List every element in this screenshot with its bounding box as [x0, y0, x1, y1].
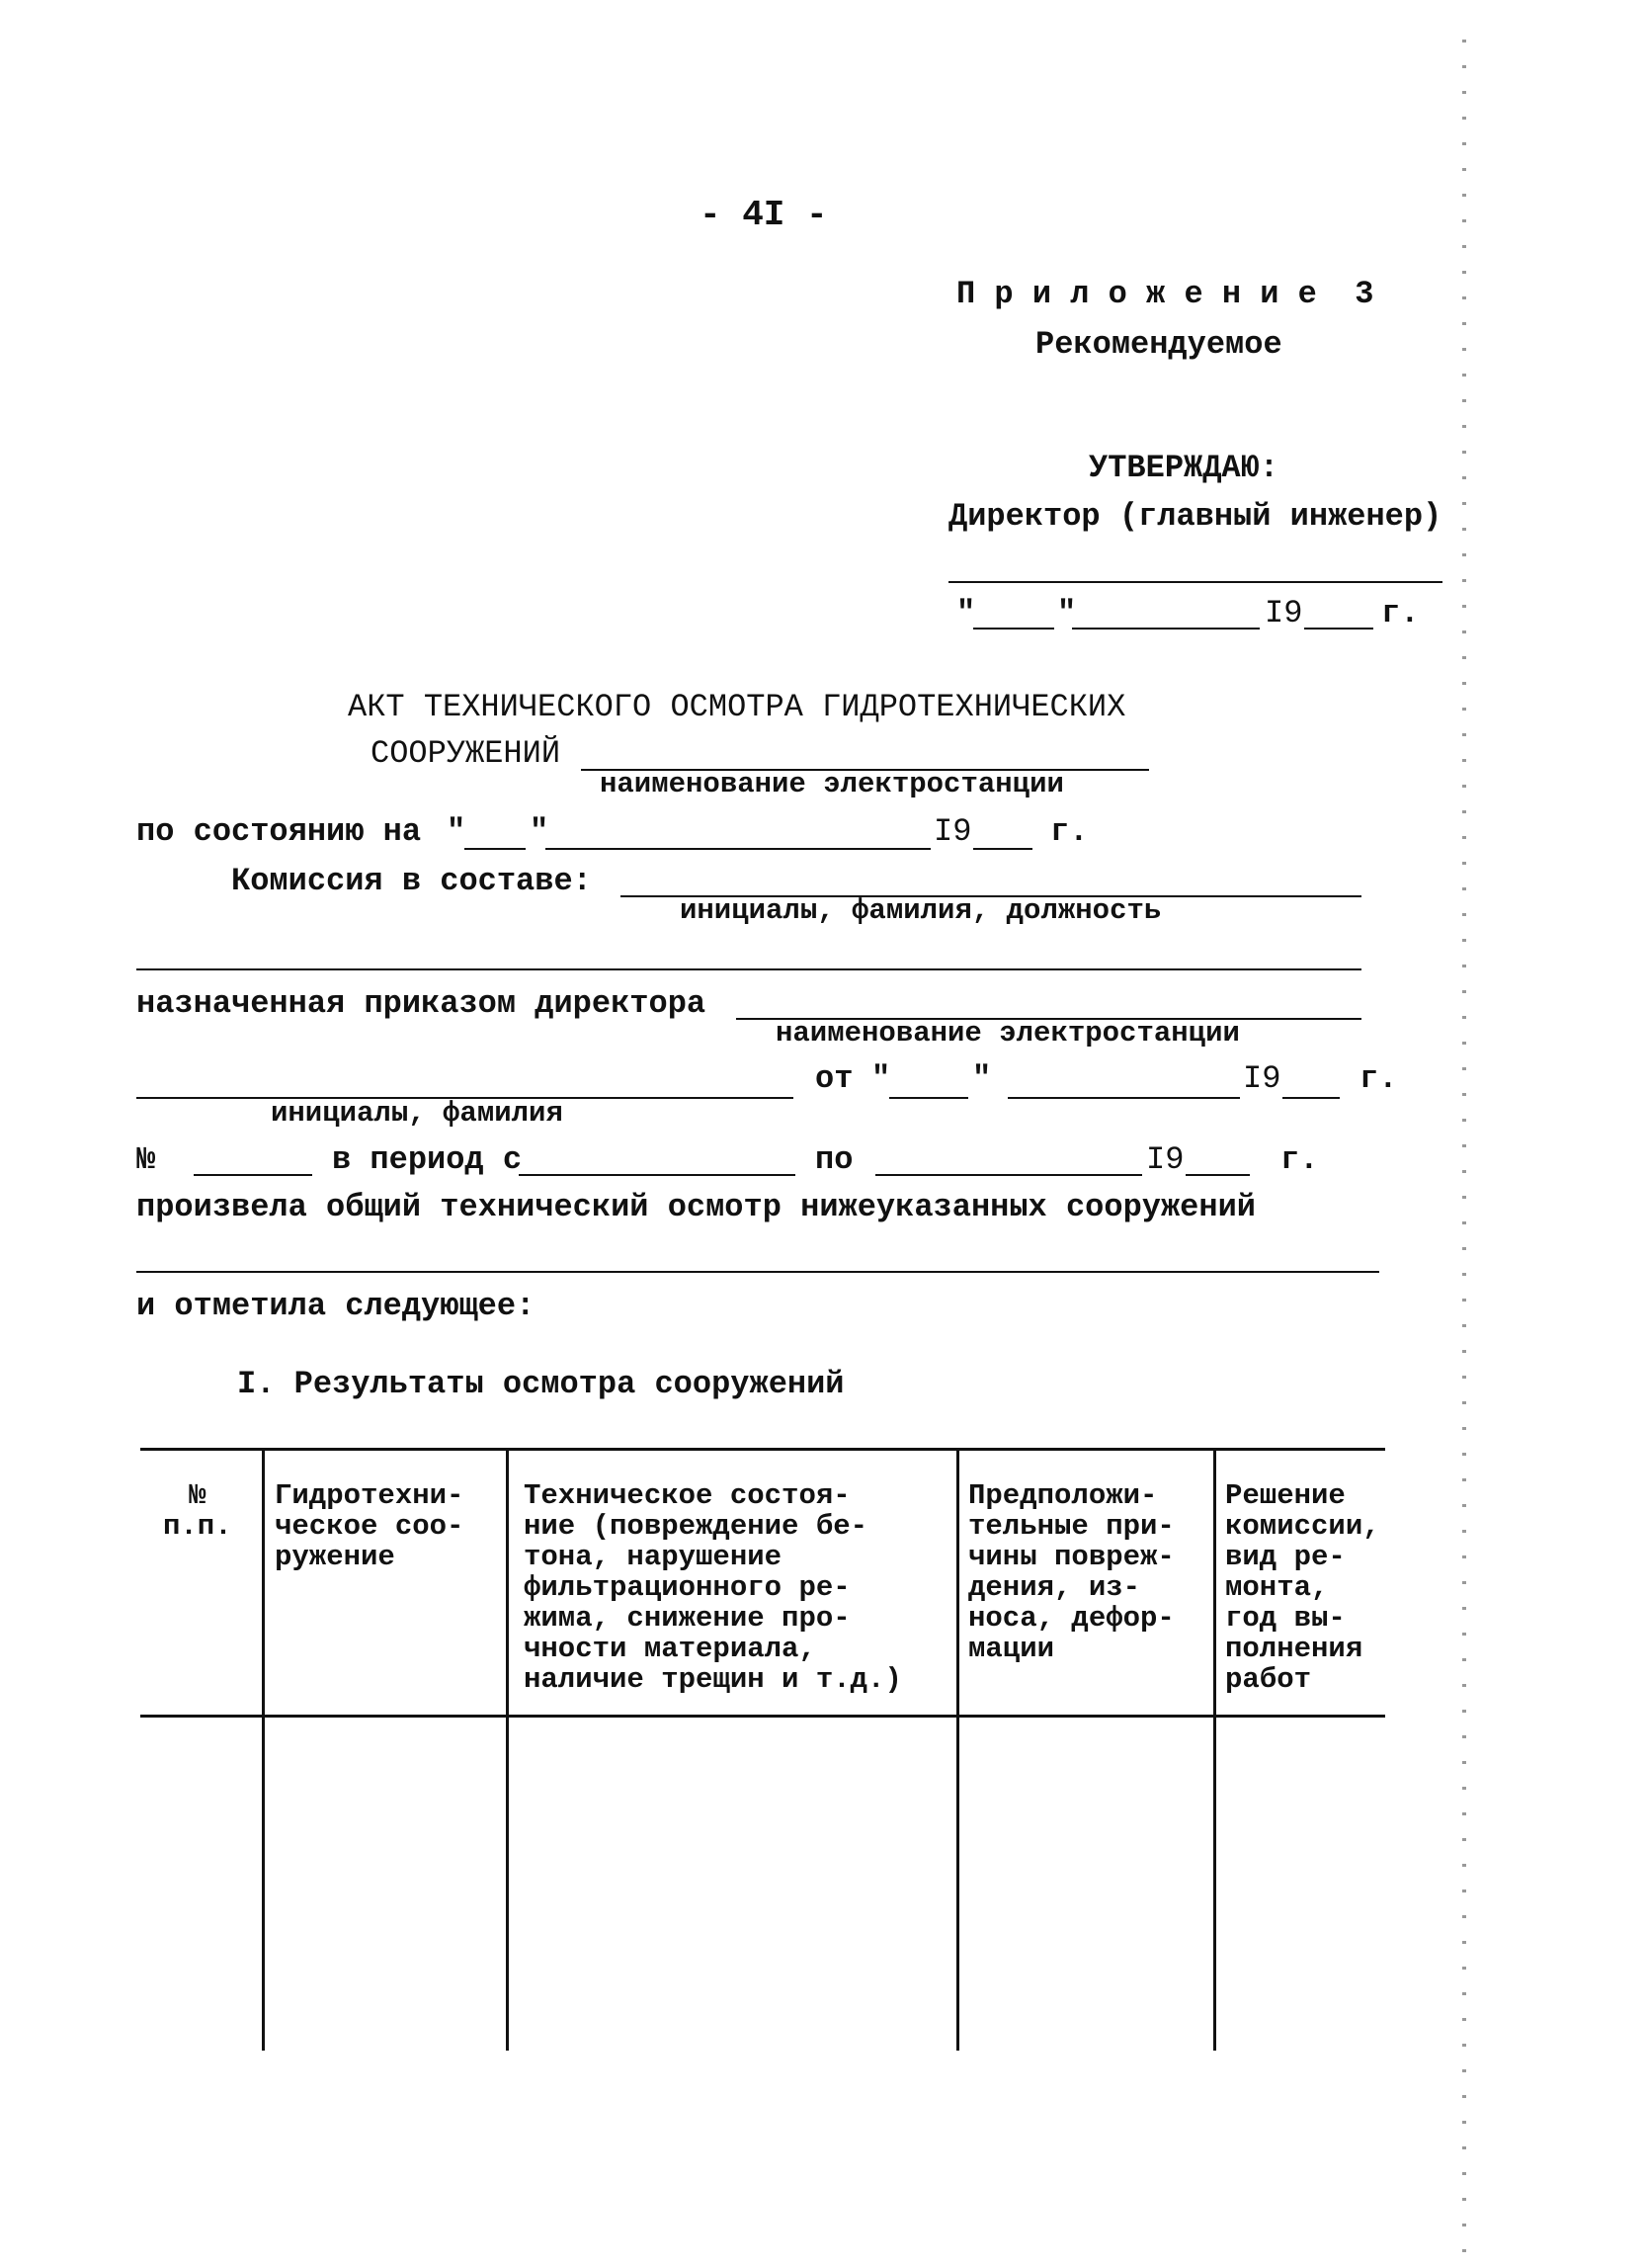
status-quote-close: " — [530, 813, 549, 850]
table-col-divider — [506, 1448, 509, 2051]
period-from-line — [519, 1174, 795, 1176]
approval-year-line — [1304, 628, 1373, 630]
status-date-label: по состоянию на — [136, 813, 422, 850]
table-col-divider — [956, 1448, 959, 2051]
inspection-line — [136, 1271, 1379, 1273]
order-label: назначенная приказом директора — [136, 985, 706, 1022]
order-number-label: № — [136, 1141, 156, 1178]
approval-year: I9 — [1265, 595, 1303, 631]
approval-month-line — [1072, 628, 1260, 630]
order-from-label: от — [815, 1060, 854, 1097]
noted-text: и отметила следующее: — [136, 1288, 535, 1324]
period-to-line — [875, 1174, 1142, 1176]
order-quote-close: " — [972, 1060, 992, 1097]
approval-quote-open: " — [956, 595, 976, 631]
order-quote-open: " — [871, 1060, 891, 1097]
status-year-suffix: г. — [1050, 813, 1089, 850]
order-year: I9 — [1243, 1060, 1281, 1097]
table-header-structure: Гидротехни- ческое соо- ружение — [275, 1479, 464, 1573]
status-quote-open: " — [447, 813, 466, 850]
approval-day-line — [973, 628, 1054, 630]
order-name-caption: инициалы, фамилия — [271, 1097, 563, 1130]
approval-year-suffix: г. — [1381, 595, 1420, 631]
table-col-divider — [1213, 1448, 1216, 2051]
station-caption: наименование электростанции — [600, 768, 1064, 800]
order-month-line — [1008, 1097, 1240, 1099]
approval-signature-line — [948, 581, 1442, 583]
inspection-text: произвела общий технический осмотр нижеуказанных сооружений — [136, 1189, 1256, 1225]
table-col-divider — [262, 1448, 265, 2051]
commission-line-2 — [136, 968, 1361, 970]
order-year-suffix: г. — [1359, 1060, 1398, 1097]
commission-caption: инициалы, фамилия, должность — [680, 894, 1162, 927]
approval-label: УТВЕРЖДАЮ: — [1089, 450, 1279, 486]
appendix-title: П р и л о ж е н и е 3 — [956, 276, 1374, 312]
table-header-causes: Предположи- тельные при- чины повреж- дения, из- носа, дефор- мации — [968, 1479, 1175, 1665]
status-month-line — [545, 848, 931, 850]
order-number-line — [194, 1174, 312, 1176]
table-header-number: № п.п. — [163, 1479, 232, 1543]
commission-label: Комиссия в составе: — [231, 863, 592, 899]
table-header-decision: Решение комиссии, вид ре- монта, год вы- полнения работ — [1225, 1479, 1380, 1696]
act-title-line1: АКТ ТЕХНИЧЕСКОГО ОСМОТРА ГИДРОТЕХНИЧЕСКИХ — [348, 689, 1126, 725]
period-label: в период с — [332, 1141, 523, 1178]
section-title: I. Результаты осмотра сооружений — [237, 1366, 845, 1402]
period-year: I9 — [1146, 1141, 1185, 1178]
table-header-condition: Техническое состоя- ние (повреждение бе- тона, нарушение фильтрационного ре- жима, снижение про- чности материала, наличие трещин и т.д.) — [524, 1479, 902, 1696]
scan-edge-marks — [1462, 40, 1466, 2253]
approval-position: Директор (главный инженер) — [948, 498, 1442, 535]
appendix-subtitle: Рекомендуемое — [1035, 326, 1282, 363]
period-year-line — [1186, 1174, 1250, 1176]
status-year: I9 — [934, 813, 972, 850]
table-top-rule — [140, 1448, 1385, 1451]
order-day-line — [889, 1097, 968, 1099]
approval-quote-close: " — [1057, 595, 1077, 631]
period-to-label: по — [815, 1141, 854, 1178]
order-station-caption: наименование электростанции — [776, 1017, 1240, 1050]
period-year-suffix: г. — [1280, 1141, 1319, 1178]
act-title-line2: СООРУЖЕНИЙ — [371, 735, 561, 772]
order-year-line — [1282, 1097, 1340, 1099]
status-day-line — [464, 848, 526, 850]
status-year-line — [973, 848, 1032, 850]
page-number: - 4I - — [700, 195, 828, 235]
table-header-rule — [140, 1715, 1385, 1718]
